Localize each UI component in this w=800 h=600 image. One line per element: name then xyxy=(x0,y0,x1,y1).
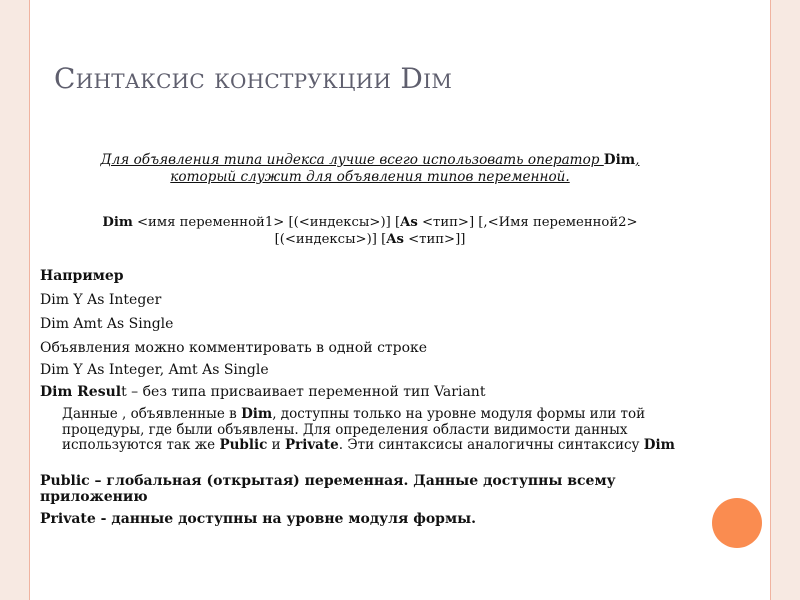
example-line-1: Dim Y As Integer xyxy=(40,292,162,308)
slide-title: Синтаксис конструкции Dim xyxy=(54,62,453,95)
note-text-4: . Эти синтаксисы аналогичны синтаксису xyxy=(338,437,644,453)
example-line-2: Dim Amt As Single xyxy=(40,316,174,332)
syntax-line1-b: <тип>] [,<Имя переменной2> xyxy=(417,215,638,230)
note-text-1: Данные , объявленные в xyxy=(62,406,242,422)
example-heading: Например xyxy=(40,268,124,284)
slide xyxy=(30,0,770,600)
syntax-line2-a: [(<индексы>)] [ xyxy=(274,232,387,247)
scope-note-paragraph xyxy=(62,407,702,454)
result-line xyxy=(40,384,485,400)
example-line-4: Dim Y As Integer, Amt As Single xyxy=(40,362,269,378)
note-text-3: и xyxy=(267,437,285,453)
note-dim-keyword: Dim xyxy=(241,406,273,422)
right-border-frame xyxy=(770,0,800,600)
intro-keyword: Dim xyxy=(603,152,636,168)
syntax-keyword-dim: Dim xyxy=(102,215,133,230)
private-description: Private - данные доступны на уровне модуля формы. xyxy=(40,511,477,527)
public-description: Public – глобальная (открытая) переменная. Данные доступны всему приложению xyxy=(40,473,616,505)
syntax-keyword-as-2: As xyxy=(386,232,404,247)
result-keyword: Dim Resul xyxy=(40,384,122,400)
intro-paragraph xyxy=(50,152,690,186)
intro-text-part2: который служит для объявления типов переменной. xyxy=(170,169,570,185)
left-border-frame xyxy=(0,0,30,600)
note-dim-keyword-2: Dim xyxy=(643,437,675,453)
note-text-2: , доступны только на уровне модуля формы или той процедуры, где были объявлены. Для определения области видимости данных используются так же xyxy=(62,406,646,453)
decorative-orange-circle xyxy=(712,498,762,548)
syntax-keyword-as: As xyxy=(400,215,418,230)
syntax-line2-b: <тип>]] xyxy=(403,232,466,247)
intro-comma: , xyxy=(635,152,640,168)
result-text: t – без типа присваивает переменной тип Variant xyxy=(121,384,486,400)
note-public-keyword: Public xyxy=(219,437,268,453)
note-private-keyword: Private xyxy=(284,437,339,453)
syntax-block xyxy=(50,214,690,248)
intro-text-part1: Для объявления типа индекса лучше всего использовать оператор xyxy=(100,152,604,168)
syntax-line1-a: <имя переменной1> [(<индексы>)] [ xyxy=(132,215,401,230)
example-line-3: Объявления можно комментировать в одной строке xyxy=(40,340,428,356)
